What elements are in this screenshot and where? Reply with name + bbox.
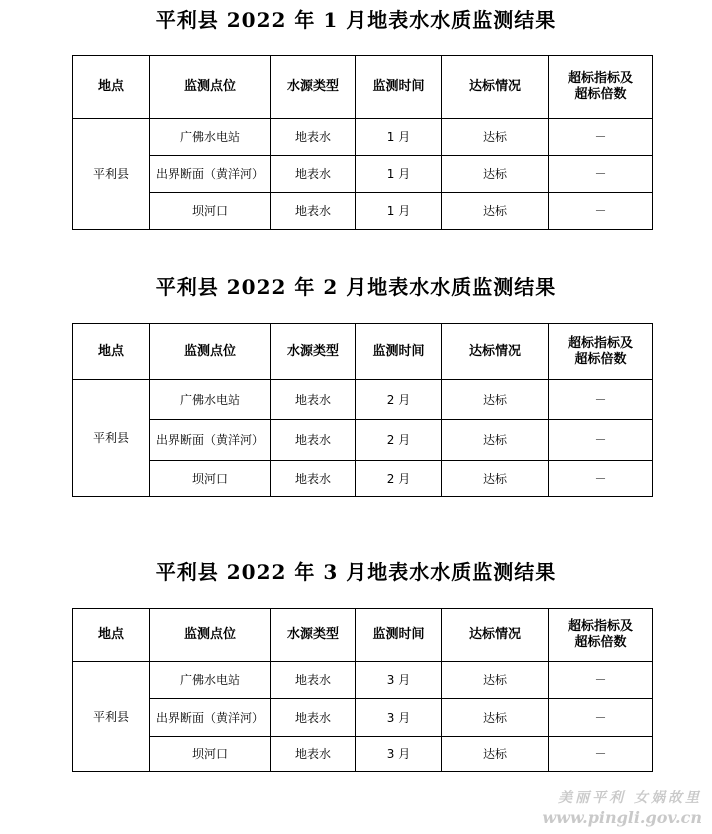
table-row xyxy=(73,737,653,772)
time-cell: 1 月 xyxy=(356,119,442,156)
col-header-status: 达标情况 xyxy=(442,324,549,380)
table-row xyxy=(73,420,653,461)
type-cell: 地表水 xyxy=(271,380,356,420)
type-cell: 地表水 xyxy=(271,461,356,497)
col-header-time: 监测时间 xyxy=(356,324,442,380)
table-header-row xyxy=(73,56,653,119)
table-row xyxy=(73,156,653,193)
col-header-time: 监测时间 xyxy=(356,609,442,662)
time-cell: 2 月 xyxy=(356,461,442,497)
status-cell: 达标 xyxy=(442,119,549,156)
exceed-cell: － xyxy=(549,662,653,699)
col-header-site: 监测点位 xyxy=(150,56,271,119)
table-header-row xyxy=(73,609,653,662)
exceed-cell: － xyxy=(549,699,653,737)
type-cell: 地表水 xyxy=(271,156,356,193)
exceed-cell: － xyxy=(549,461,653,497)
site-cell: 出界断面（黄洋河） xyxy=(150,699,271,737)
location-cell: 平利县 xyxy=(73,662,150,772)
col-header-location: 地点 xyxy=(73,609,150,662)
exceed-cell: － xyxy=(549,737,653,772)
type-cell: 地表水 xyxy=(271,119,356,156)
status-cell: 达标 xyxy=(442,420,549,461)
water-quality-table xyxy=(72,55,653,230)
time-cell: 3 月 xyxy=(356,662,442,699)
col-header-time: 监测时间 xyxy=(356,56,442,119)
col-header-site: 监测点位 xyxy=(150,609,271,662)
watermark-url: www.pingli.gov.cn xyxy=(542,808,702,827)
col-header-exceed: 超标指标及超标倍数 xyxy=(549,324,653,380)
table-row xyxy=(73,193,653,230)
col-header-site: 监测点位 xyxy=(150,324,271,380)
col-header-location: 地点 xyxy=(73,56,150,119)
status-cell: 达标 xyxy=(442,193,549,230)
col-header-status: 达标情况 xyxy=(442,609,549,662)
table-row xyxy=(73,699,653,737)
status-cell: 达标 xyxy=(442,156,549,193)
site-cell: 出界断面（黄洋河） xyxy=(150,156,271,193)
type-cell: 地表水 xyxy=(271,193,356,230)
table-row xyxy=(73,380,653,420)
time-cell: 1 月 xyxy=(356,193,442,230)
site-cell: 广佛水电站 xyxy=(150,380,271,420)
site-cell: 出界断面（黄洋河） xyxy=(150,420,271,461)
table-row xyxy=(73,461,653,497)
time-cell: 3 月 xyxy=(356,699,442,737)
col-header-type: 水源类型 xyxy=(271,324,356,380)
water-quality-table xyxy=(72,608,653,772)
section-title: 平利县 2022 年 1 月地表水水质监测结果 xyxy=(155,8,557,32)
col-header-exceed: 超标指标及超标倍数 xyxy=(549,609,653,662)
col-header-location: 地点 xyxy=(73,324,150,380)
col-header-status: 达标情况 xyxy=(442,56,549,119)
status-cell: 达标 xyxy=(442,737,549,772)
status-cell: 达标 xyxy=(442,380,549,420)
exceed-cell: － xyxy=(549,420,653,461)
col-header-type: 水源类型 xyxy=(271,56,356,119)
type-cell: 地表水 xyxy=(271,699,356,737)
exceed-cell: － xyxy=(549,193,653,230)
type-cell: 地表水 xyxy=(271,662,356,699)
site-cell: 坝河口 xyxy=(150,193,271,230)
section-title: 平利县 2022 年 2 月地表水水质监测结果 xyxy=(155,275,557,299)
status-cell: 达标 xyxy=(442,461,549,497)
table-header-row xyxy=(73,324,653,380)
exceed-cell: － xyxy=(549,156,653,193)
watermark-slogan: 美丽平利 女娲故里 xyxy=(558,790,702,806)
table-row xyxy=(73,119,653,156)
watermark xyxy=(542,788,702,828)
status-cell: 达标 xyxy=(442,662,549,699)
exceed-cell: － xyxy=(549,380,653,420)
site-cell: 广佛水电站 xyxy=(150,119,271,156)
table-row xyxy=(73,662,653,699)
water-quality-table xyxy=(72,323,653,497)
col-header-type: 水源类型 xyxy=(271,609,356,662)
type-cell: 地表水 xyxy=(271,420,356,461)
location-cell: 平利县 xyxy=(73,380,150,497)
location-cell: 平利县 xyxy=(73,119,150,230)
time-cell: 2 月 xyxy=(356,380,442,420)
time-cell: 2 月 xyxy=(356,420,442,461)
section-title: 平利县 2022 年 3 月地表水水质监测结果 xyxy=(155,560,557,584)
time-cell: 1 月 xyxy=(356,156,442,193)
site-cell: 坝河口 xyxy=(150,461,271,497)
col-header-exceed: 超标指标及超标倍数 xyxy=(549,56,653,119)
status-cell: 达标 xyxy=(442,699,549,737)
site-cell: 坝河口 xyxy=(150,737,271,772)
exceed-cell: － xyxy=(549,119,653,156)
type-cell: 地表水 xyxy=(271,737,356,772)
site-cell: 广佛水电站 xyxy=(150,662,271,699)
time-cell: 3 月 xyxy=(356,737,442,772)
